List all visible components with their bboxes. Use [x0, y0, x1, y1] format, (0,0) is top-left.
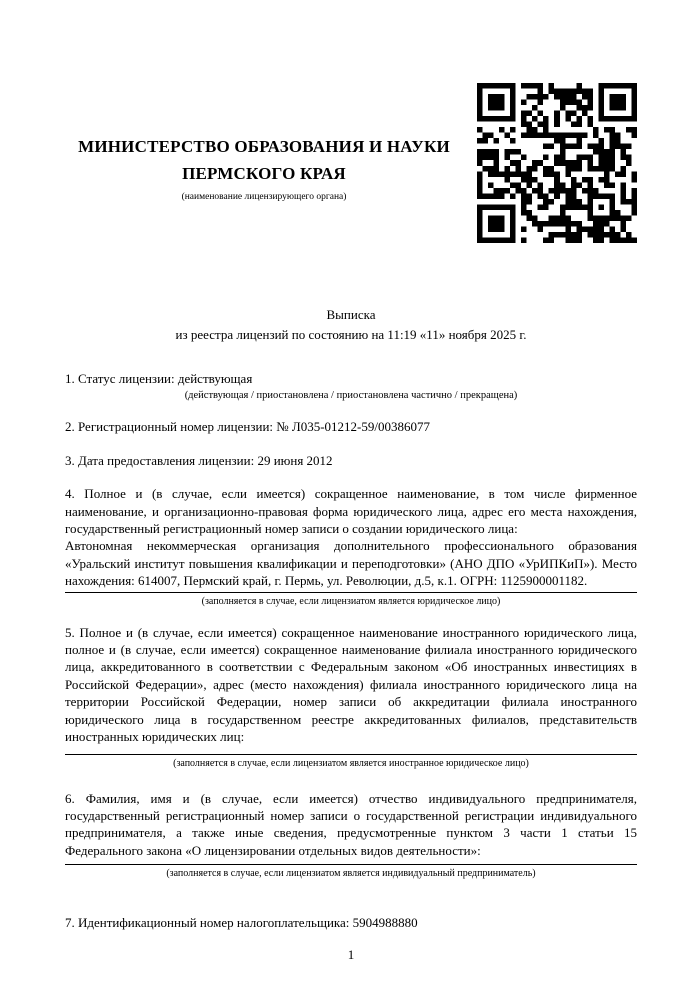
section-taxpayer-number — [65, 914, 637, 931]
ministry-caption: (наименование лицензирующего органа) — [181, 192, 347, 202]
ministry-name — [65, 133, 463, 187]
license-status-text: 1. Статус лицензии: действующая — [65, 371, 253, 386]
foreign-entity-blank-field — [65, 746, 637, 755]
section-registration-number — [65, 418, 637, 435]
section-license-status — [65, 370, 637, 402]
individual-entrepreneur-label: 6. Фамилия, имя и (в случае, если имеется) отчество индивидуального предпринимателя, государственный регистрационный номер записи о государственной регистрации индивидуального предпринимателя, а также иные сведения, предусмотренные пунктом 3 части 1 статьи 15 Федерального закона «О лицензировании отдельных видов деятельности»: — [65, 790, 637, 866]
license-status-options-caption: (действующая / приостановлена / приостановлена частично / прекращена) — [184, 390, 518, 402]
section-legal-entity — [65, 485, 637, 607]
section-foreign-entity — [65, 624, 637, 770]
page-number: 1 — [347, 946, 355, 962]
individual-entrepreneur-fill-caption: (заполняется в случае, если лицензиатом является индивидуальный предприниматель) — [166, 868, 536, 880]
document-title-block — [65, 305, 637, 345]
section-grant-date — [65, 452, 637, 469]
document-title: Выписка — [326, 307, 376, 322]
legal-entity-label: 4. Полное и (в случае, если имеется) сокращенное наименование, в том числе фирменное наименование, и организационно-правовая форма юридического лица, адрес его места нахождения, государственный регистрационный номер записи о создании юридического лица: — [65, 486, 637, 537]
legal-entity-value: Автономная некоммерческая организация дополнительного профессионального образования «Уральский институт повышения квалификации и переподготовки» (АНО ДПО «УрИПКиП»). Место нахождения: 614007, Пермский край, г. Пермь, ул. Революции, д.5, к.1. ОГРН: 1125900001182. — [65, 537, 637, 592]
section-individual-entrepreneur — [65, 790, 637, 881]
foreign-entity-fill-caption: (заполняется в случае, если лицензиатом является иностранное юридическое лицо) — [173, 757, 529, 769]
ministry-name-line1: МИНИСТЕРСТВО ОБРАЗОВАНИЯ И НАУКИ — [78, 137, 450, 156]
ministry-name-line2: ПЕРМСКОГО КРАЯ — [182, 164, 346, 183]
legal-entity-fill-caption: (заполняется в случае, если лицензиатом является юридическое лицо) — [201, 595, 501, 607]
document-subtitle: из реестра лицензий по состоянию на 11:19 «11» ноября 2025 г. — [175, 327, 527, 342]
foreign-entity-label: 5. Полное и (в случае, если имеется) сокращенное наименование иностранного юридического лица, полное и (в случае, если имеется) сокращенное наименование филиала иностранного юридического лица, аккредитованного в соответствии с Федеральным законом «Об иностранных инвестициях в Российской Федерации», адрес (место нахождения) филиала иностранного юридического лица на территории Российской Федерации, номер записи об аккредитации филиала иностранного юридического лица в государственном реестре аккредитованных филиалов, представительств иностранных юридических лиц: — [65, 624, 637, 745]
grant-date-text: 3. Дата предоставления лицензии: 29 июня 2012 — [65, 452, 333, 468]
document-header — [65, 83, 637, 243]
licensing-authority-block — [65, 83, 477, 203]
registration-number-text: 2. Регистрационный номер лицензии: № Л035-01212-59/00386077 — [65, 419, 431, 435]
taxpayer-number-text: 7. Идентификационный номер налогоплательщика: 5904988880 — [65, 915, 418, 931]
document-body — [65, 370, 637, 932]
qr-code — [477, 83, 637, 243]
